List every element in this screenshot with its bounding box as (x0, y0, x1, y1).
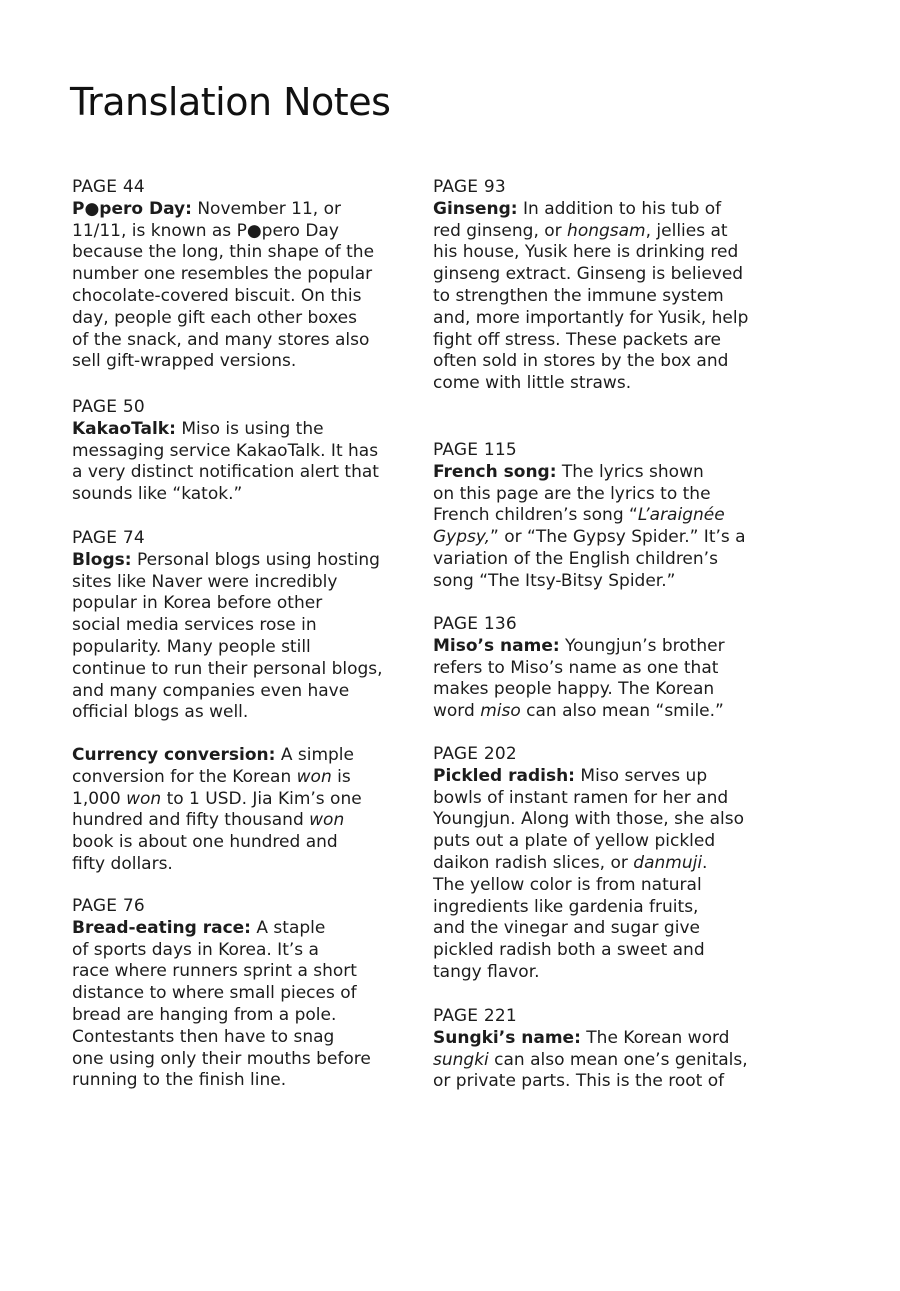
note-text: The yellow color is from natural (433, 874, 702, 895)
note-text: hundred and fifty thousand (72, 810, 310, 831)
note-term: Pickled radish: (433, 765, 575, 786)
note-line (433, 484, 778, 506)
note-line (433, 286, 778, 308)
note-text: song “The Itsy-Bitsy Spider.” (433, 570, 676, 591)
note-line (72, 767, 417, 789)
note-text: Contestants then have to snag (72, 1026, 335, 1047)
note-text: The Korean word (580, 1027, 730, 1048)
note-line (433, 940, 778, 962)
note-block (72, 397, 417, 506)
note-term: Ginseng: (433, 198, 518, 219)
note-term: Miso’s name: (433, 635, 560, 656)
note-line (433, 875, 778, 897)
note-line (433, 527, 778, 549)
note-line (433, 549, 778, 571)
note-text: and many companies even have (72, 680, 350, 701)
note-line (72, 681, 417, 703)
note-term: Sungki’s name: (433, 1027, 581, 1048)
note-line (72, 918, 417, 940)
note-italic: Gypsy, (433, 527, 491, 548)
note-text: variation of the English children’s (433, 548, 718, 569)
note-line (72, 1070, 417, 1092)
note-text: Youngjun. Along with those, she also (433, 809, 744, 830)
note-text: A simple (275, 745, 354, 765)
note-text: can also mean “smile.” (520, 701, 724, 722)
note-term: Currency conversion: (72, 745, 276, 765)
note-block (433, 177, 778, 395)
page-title: Translation Notes (70, 80, 391, 124)
note-italic: L’araignée (637, 505, 725, 526)
note-text: sounds like “katok.” (72, 484, 243, 505)
note-line (433, 766, 778, 788)
note-line (72, 637, 417, 659)
note-line (433, 1050, 778, 1072)
note-term: KakaoTalk: (72, 418, 176, 439)
note-line (72, 1005, 417, 1027)
note-line (433, 701, 778, 723)
note-text: running to the finish line. (72, 1070, 287, 1091)
note-text: conversion for the Korean (72, 766, 297, 787)
page-number: PAGE 50 (72, 397, 145, 417)
note-line (72, 961, 417, 983)
note-italic: won (126, 788, 162, 809)
note-line (72, 286, 417, 308)
note-line (72, 484, 417, 506)
note-text: word (433, 701, 481, 722)
note-text: to strengthen the immune system (433, 285, 724, 306)
note-line (433, 897, 778, 919)
page-number: PAGE 93 (433, 177, 506, 197)
note-line (433, 199, 778, 221)
note-line (433, 1028, 778, 1050)
note-text: pickled radish both a sweet and (433, 940, 705, 961)
note-line (72, 550, 417, 572)
page-number: PAGE 74 (72, 528, 145, 548)
note-text: bread are hanging from a pole. (72, 1004, 337, 1025)
note-line (433, 373, 778, 395)
note-line (72, 308, 417, 330)
note-text: ” or “The Gypsy Spider.” It’s a (490, 527, 746, 548)
note-text: of the snack, and many stores also (72, 329, 370, 350)
note-line (72, 242, 417, 264)
note-line (72, 832, 417, 854)
note-text: Miso serves up (575, 765, 708, 786)
note-line (433, 962, 778, 984)
note-line (72, 659, 417, 681)
note-block (433, 440, 778, 593)
note-text: official blogs as well. (72, 702, 249, 723)
note-text: sell gift-wrapped versions. (72, 351, 297, 372)
note-text: ingredients like gardenia fruits, (433, 896, 699, 917)
note-line (433, 809, 778, 831)
note-text: tangy flavor. (433, 961, 540, 982)
note-text: or private parts. This is the root of (433, 1071, 725, 1092)
note-text: Personal blogs using hosting (131, 549, 380, 570)
note-line (433, 351, 778, 373)
note-text: social media services rose in (72, 615, 317, 636)
note-line (72, 419, 417, 441)
note-text: and, more importantly for Yusik, help (433, 307, 749, 328)
page-number: PAGE 76 (72, 896, 145, 916)
note-block (433, 744, 778, 984)
note-line (72, 1049, 417, 1071)
note-italic: sungki (433, 1049, 489, 1070)
note-line (433, 462, 778, 484)
note-text: one using only their mouths before (72, 1048, 371, 1069)
note-text: on this page are the lyrics to the (433, 483, 711, 504)
note-line (433, 853, 778, 875)
note-text: to 1 USD. Jia Kim’s one (161, 788, 362, 809)
page-number: PAGE 44 (72, 177, 145, 197)
note-text: is (331, 766, 351, 787)
page-number: PAGE 115 (433, 440, 517, 460)
note-text: come with little straws. (433, 373, 632, 394)
note-line (72, 789, 417, 811)
note-block (72, 896, 417, 1092)
note-line (433, 242, 778, 264)
note-text: 1,000 (72, 788, 127, 809)
note-text: popular in Korea before other (72, 593, 323, 614)
note-text: often sold in stores by the box and (433, 351, 729, 372)
note-line (72, 462, 417, 484)
note-text: November 11, or (191, 198, 341, 219)
note-line (433, 505, 778, 527)
page-number: PAGE 136 (433, 614, 517, 634)
note-line (72, 441, 417, 463)
note-text: In addition to his tub of (517, 198, 722, 219)
note-italic: miso (480, 701, 521, 722)
note-text: chocolate-covered biscuit. On this (72, 285, 362, 306)
note-text: distance to where small pieces of (72, 983, 357, 1004)
note-text: Youngjun’s brother (559, 635, 725, 656)
note-text: A staple (250, 917, 326, 938)
note-block (72, 745, 417, 876)
note-text: a very distinct notification alert that (72, 462, 379, 483)
note-block (72, 177, 417, 373)
note-text: 11/11, is known as P●pero Day (72, 220, 339, 241)
note-text: book is about one hundred and (72, 832, 338, 853)
note-italic: won (296, 766, 332, 787)
note-line (433, 679, 778, 701)
note-line (433, 571, 778, 593)
note-text: French children’s song “ (433, 505, 638, 526)
note-line (433, 308, 778, 330)
note-text: refers to Miso’s name as one that (433, 657, 719, 678)
note-line (72, 745, 417, 767)
note-line (72, 351, 417, 373)
note-line (72, 702, 417, 724)
note-text: and the vinegar and sugar give (433, 918, 700, 939)
note-line (433, 264, 778, 286)
note-line (72, 221, 417, 243)
note-text: can also mean one’s genitals, (488, 1049, 748, 1070)
note-block (433, 1006, 778, 1093)
note-line (433, 1071, 778, 1093)
note-text: of sports days in Korea. It’s a (72, 939, 319, 960)
note-line (433, 636, 778, 658)
note-block (433, 614, 778, 723)
note-term: Blogs: (72, 549, 132, 570)
note-italic: danmuji (633, 852, 703, 873)
note-line (433, 831, 778, 853)
note-line (433, 221, 778, 243)
note-text: ginseng extract. Ginseng is believed (433, 264, 744, 285)
note-line (433, 918, 778, 940)
note-line (72, 593, 417, 615)
note-text: . (702, 852, 708, 873)
page-number: PAGE 202 (433, 744, 517, 764)
note-text: his house, Yusik here is drinking red (433, 242, 739, 263)
note-italic: hongsam (567, 220, 646, 241)
note-term: P●pero Day: (72, 198, 192, 219)
note-text: fifty dollars. (72, 853, 173, 874)
note-line (72, 810, 417, 832)
note-term: Bread-eating race: (72, 917, 251, 938)
note-text: daikon radish slices, or (433, 852, 634, 873)
note-line (72, 940, 417, 962)
note-line (433, 788, 778, 810)
note-italic: won (309, 810, 345, 831)
note-text: number one resembles the popular (72, 264, 373, 285)
note-block (72, 528, 417, 724)
note-text: The lyrics shown (556, 461, 704, 482)
note-line (433, 330, 778, 352)
note-line (72, 330, 417, 352)
note-text: makes people happy. The Korean (433, 679, 715, 700)
note-text: sites like Naver were incredibly (72, 571, 338, 592)
page-number: PAGE 221 (433, 1006, 517, 1026)
note-text: puts out a plate of yellow pickled (433, 831, 716, 852)
note-line (72, 615, 417, 637)
note-text: fight off stress. These packets are (433, 329, 721, 350)
note-text: popularity. Many people still (72, 636, 311, 657)
note-text: red ginseng, or (433, 220, 568, 241)
note-line (72, 983, 417, 1005)
note-text: continue to run their personal blogs, (72, 658, 383, 679)
note-line (72, 199, 417, 221)
note-line (72, 264, 417, 286)
note-text: Miso is using the (175, 418, 324, 439)
note-line (433, 658, 778, 680)
note-text: bowls of instant ramen for her and (433, 787, 729, 808)
note-text: day, people gift each other boxes (72, 307, 357, 328)
note-term: French song: (433, 461, 557, 482)
note-text: messaging service KakaoTalk. It has (72, 440, 379, 461)
note-text: because the long, thin shape of the (72, 242, 375, 263)
note-line (72, 572, 417, 594)
note-line (72, 854, 417, 876)
note-text: , jellies at (645, 220, 728, 241)
note-line (72, 1027, 417, 1049)
note-text: race where runners sprint a short (72, 961, 357, 982)
